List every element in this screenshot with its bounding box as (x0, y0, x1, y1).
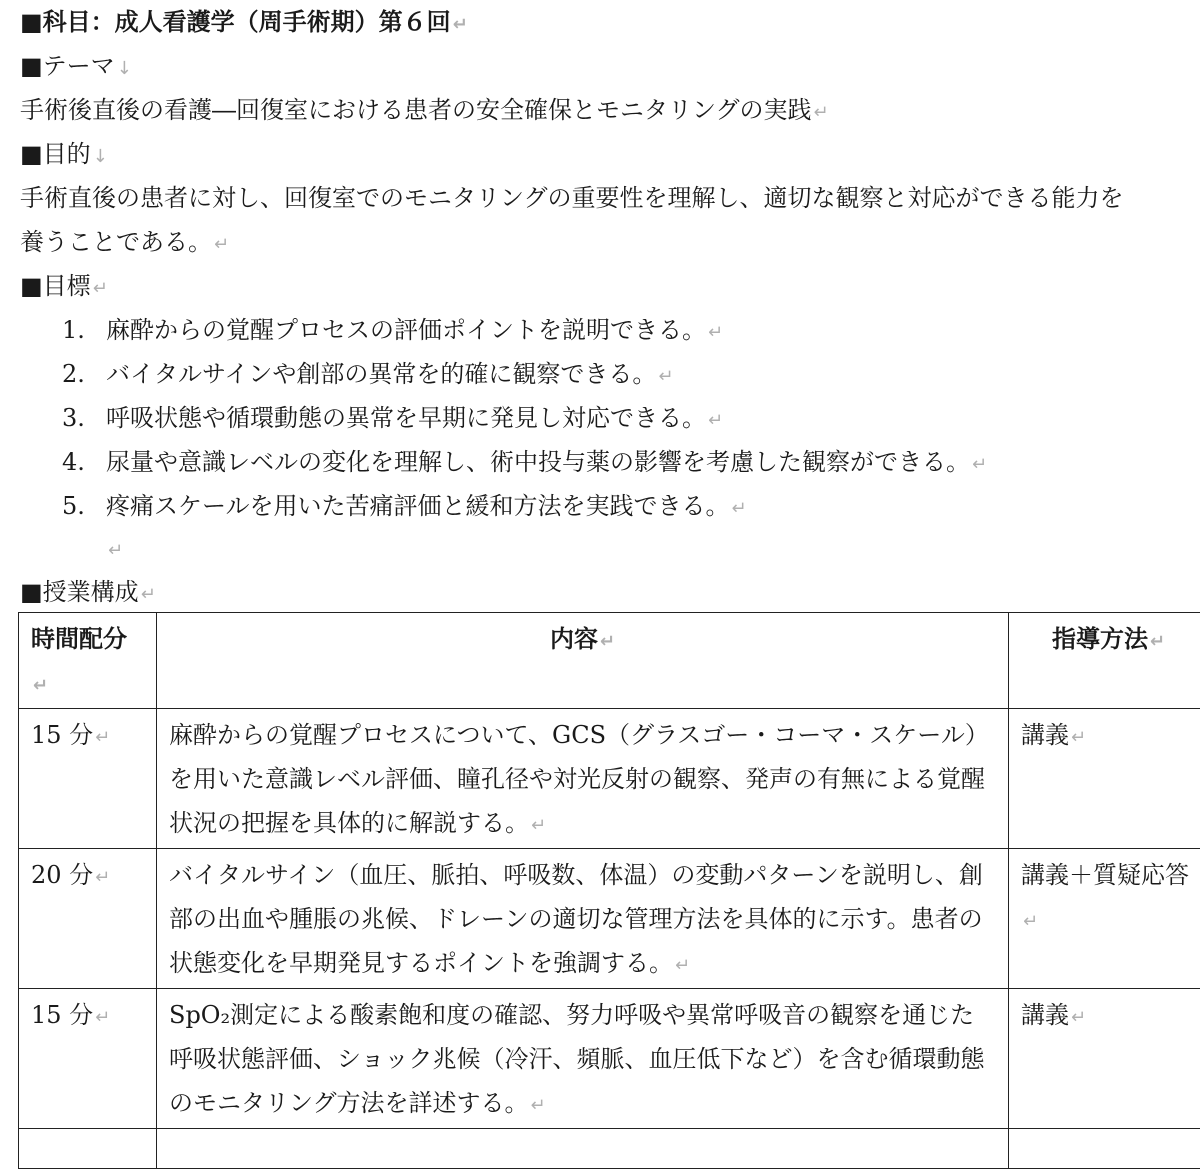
goal-item: 4. 尿量や意識レベルの変化を理解し、術中投与薬の影響を考慮した観察ができる。 ↵ (62, 440, 987, 487)
goal-item: 5. 疼痛スケールを用いた苦痛評価と緩和方法を実践できる。 ↵ (62, 484, 747, 531)
header-time: 時間配分↵ (19, 613, 157, 709)
subject-heading: ■科目：成人看護学（周手術期）第６回 ↵ (20, 0, 468, 47)
empty-paragraph: ↵ (106, 526, 123, 573)
cell-time: 15 分 ↵ (19, 709, 157, 849)
goals-label: ■目標 ↵ (20, 264, 108, 311)
goal-item: 2. バイタルサインや創部の異常を的確に観察できる。 ↵ (62, 352, 673, 399)
cell-method: 講義＋質疑応答↵ (1009, 849, 1200, 989)
structure-label: ■授業構成 ↵ (20, 570, 156, 617)
theme-label: ■テーマ ↓ (20, 44, 132, 91)
cell-method: 講義 ↵ (1009, 709, 1200, 849)
purpose-text-line1: 手術直後の患者に対し、回復室でのモニタリングの重要性を理解し、適切な観察と対応ができる能力を (20, 176, 1124, 220)
table-header-row (19, 613, 1200, 709)
goal-item: 3. 呼吸状態や循環動態の異常を早期に発見し対応できる。 ↵ (62, 396, 723, 443)
cell-content: 麻酔からの覚醒プロセスについて、GCS（グラスゴー・コーマ・スケール）を用いた意識レベル評価、瞳孔径や対光反射の観察、発声の有無による覚醒状況の把握を具体的に解説する。 ↵ (157, 709, 1009, 849)
theme-text: 手術後直後の看護―回復室における患者の安全確保とモニタリングの実践 ↵ (20, 88, 829, 135)
cell-content: SpO₂測定による酸素飽和度の確認、努力呼吸や異常呼吸音の観察を通じた呼吸状態評価、ショック兆候（冷汗、頻脈、血圧低下など）を含む循環動態のモニタリング方法を詳述する。 ↵ (157, 989, 1009, 1129)
purpose-label: ■目的 ↓ (20, 132, 108, 179)
cell-time: 20 分 ↵ (19, 849, 157, 989)
purpose-text-line2: 養うことである。 ↵ (20, 220, 229, 267)
header-method: 指導方法 ↵ (1009, 613, 1200, 709)
cell-time: 15 分 ↵ (19, 989, 157, 1129)
table-row (19, 849, 1200, 989)
cell-method: 講義 ↵ (1009, 989, 1200, 1129)
header-content: 内容 ↵ (157, 613, 1009, 709)
cell-content: バイタルサイン（血圧、脈拍、呼吸数、体温）の変動パターンを説明し、創部の出血や腫脹の兆候、ドレーンの適切な管理方法を具体的に示す。患者の状態変化を早期発見するポイントを強調する。 ↵ (157, 849, 1009, 989)
table-row (19, 989, 1200, 1129)
goal-item: 1. 麻酔からの覚醒プロセスの評価ポイントを説明できる。 ↵ (62, 308, 723, 355)
table-row-partial (19, 1129, 1200, 1169)
lesson-structure-table (18, 612, 1200, 1169)
table-row (19, 709, 1200, 849)
